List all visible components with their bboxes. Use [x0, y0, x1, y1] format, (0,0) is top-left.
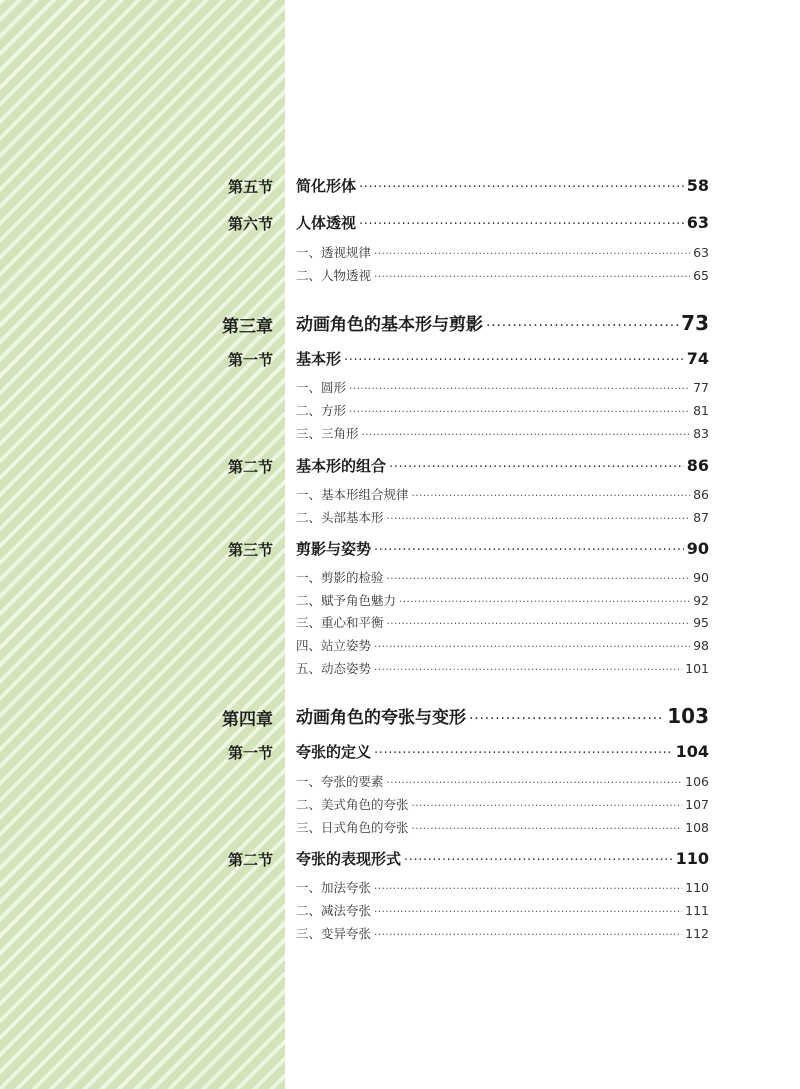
- dot-leader: [359, 217, 684, 232]
- dot-leader: [469, 711, 664, 727]
- entry-title: 一、圆形: [296, 380, 347, 395]
- dot-leader: [362, 429, 691, 441]
- dot-leader: [349, 406, 690, 418]
- page-number: 83: [693, 426, 709, 441]
- entry-title: 四、站立姿势: [296, 638, 372, 653]
- section-label: 第五节: [227, 178, 273, 196]
- dot-leader: [349, 383, 690, 395]
- entry-title: 二、赋予角色魅力: [296, 593, 397, 608]
- page-number: 98: [693, 638, 709, 653]
- entry-title: 三、三角形: [296, 426, 359, 441]
- entry-title: 一、透视规律: [296, 245, 372, 260]
- page-number: 65: [693, 268, 709, 283]
- page-number: 86: [693, 487, 709, 502]
- dot-leader: [374, 543, 684, 558]
- page-number: 107: [685, 797, 709, 812]
- page-number: 104: [675, 742, 709, 761]
- dot-leader: [359, 180, 684, 195]
- entry-title: 基本形: [296, 350, 342, 368]
- entry-title: 人体透视: [296, 214, 357, 232]
- entry-title: 二、人物透视: [296, 268, 372, 283]
- page-number: 86: [686, 456, 709, 475]
- entry-title: 动画角色的基本形与剪影: [296, 315, 483, 335]
- page-number: 74: [686, 349, 709, 368]
- page-number: 110: [685, 880, 709, 895]
- page-number: 101: [685, 661, 709, 676]
- entry-title: 二、头部基本形: [296, 510, 384, 525]
- dot-leader: [374, 271, 690, 283]
- entry-title: 二、方形: [296, 403, 347, 418]
- dot-leader: [387, 513, 691, 525]
- page-number: 63: [686, 213, 709, 232]
- entry-title: 基本形的组合: [296, 457, 387, 475]
- section-label: 第一节: [227, 744, 273, 762]
- page-number: 95: [693, 615, 709, 630]
- page-number: 63: [693, 245, 709, 260]
- page-number: 111: [685, 903, 709, 918]
- page-number: 87: [693, 510, 709, 525]
- entry-title: 简化形体: [296, 177, 357, 195]
- entry-title: 动画角色的夸张与变形: [296, 708, 466, 728]
- dot-leader: [412, 823, 683, 835]
- page-number: 108: [685, 820, 709, 835]
- entry-title: 五、动态姿势: [296, 661, 372, 676]
- entry-title: 一、夸张的要素: [296, 774, 384, 789]
- entry-title: 剪影与姿势: [296, 540, 372, 558]
- entry-title: 夸张的表现形式: [296, 850, 402, 868]
- chapter-label: 第三章: [222, 317, 273, 337]
- dot-leader: [374, 248, 690, 260]
- page-number: 112: [685, 926, 709, 941]
- page-number: 90: [686, 539, 709, 558]
- dot-leader: [344, 353, 684, 368]
- dot-leader: [387, 777, 683, 789]
- dot-leader: [404, 853, 673, 868]
- page-number: 110: [675, 849, 709, 868]
- dot-leader: [389, 460, 684, 475]
- page-number: 90: [693, 570, 709, 585]
- entry-title: 三、重心和平衡: [296, 615, 384, 630]
- dot-leader: [374, 883, 682, 895]
- page-number: 77: [693, 380, 709, 395]
- entry-title: 二、减法夸张: [296, 903, 372, 918]
- entry-title: 三、变异夸张: [296, 926, 372, 941]
- section-label: 第一节: [227, 351, 273, 369]
- dot-leader: [374, 746, 673, 761]
- dot-leader: [374, 929, 682, 941]
- section-label: 第六节: [227, 215, 273, 233]
- dot-leader: [387, 618, 691, 630]
- dot-leader: [387, 573, 691, 585]
- dot-leader: [412, 490, 691, 502]
- dot-leader: [486, 318, 678, 334]
- entry-title: 一、基本形组合规律: [296, 487, 409, 502]
- entry-title: 一、加法夸张: [296, 880, 372, 895]
- page-number: 103: [667, 704, 709, 728]
- section-label: 第二节: [227, 851, 273, 869]
- dot-leader: [399, 596, 690, 608]
- page-number: 92: [693, 593, 709, 608]
- chapter-label: 第四章: [222, 710, 273, 730]
- dot-leader: [374, 641, 690, 653]
- section-label: 第三节: [227, 541, 273, 559]
- dot-leader: [374, 664, 682, 676]
- page-number: 106: [685, 774, 709, 789]
- page-number: 58: [686, 176, 709, 195]
- dot-leader: [412, 800, 683, 812]
- entry-title: 夸张的定义: [296, 743, 372, 761]
- entry-title: 一、剪影的检验: [296, 570, 384, 585]
- page-number: 73: [681, 311, 709, 335]
- entry-title: 三、日式角色的夸张: [296, 820, 409, 835]
- entry-title: 二、美式角色的夸张: [296, 797, 409, 812]
- dot-leader: [374, 906, 682, 918]
- section-label: 第二节: [227, 458, 273, 476]
- page-number: 81: [693, 403, 709, 418]
